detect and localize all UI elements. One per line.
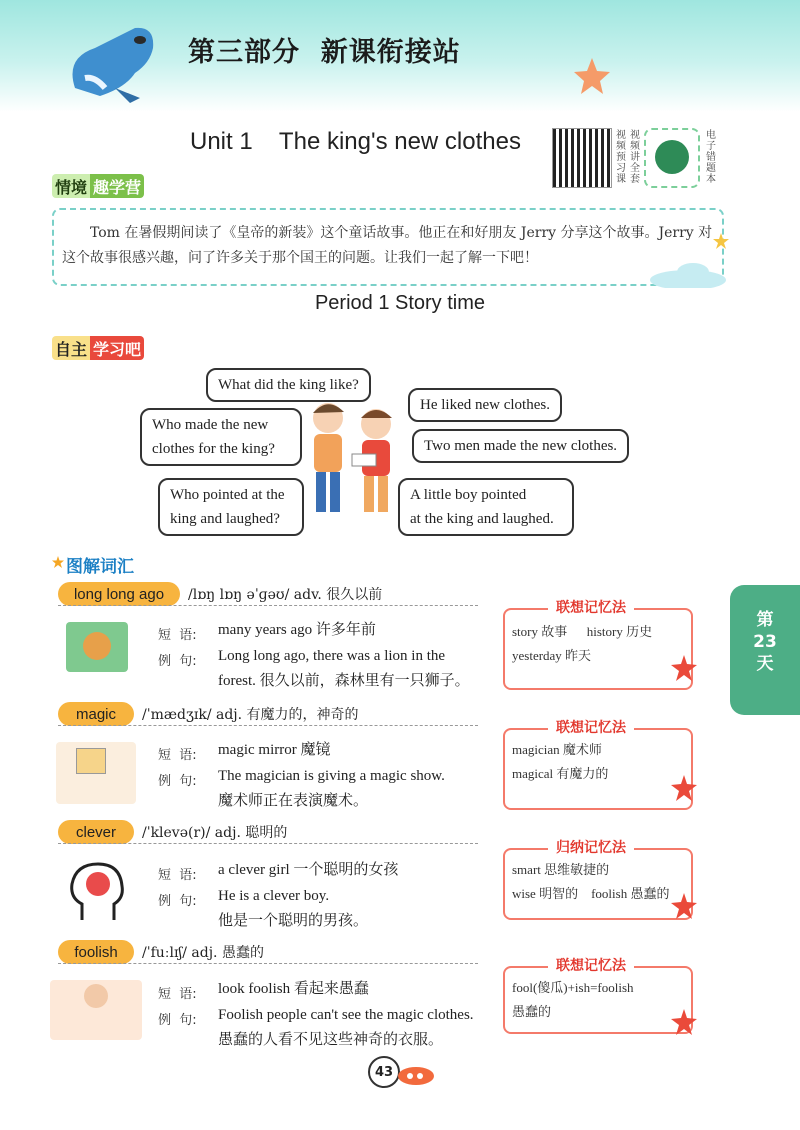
bubble-text: Who made the new xyxy=(152,417,269,433)
children-illustration xyxy=(302,398,402,528)
example-text: The magician is giving a magic show. xyxy=(218,768,445,784)
tag-part: 情境 xyxy=(52,174,90,198)
bubble-text: Two men made the new clothes. xyxy=(424,438,618,454)
speech-bubble xyxy=(408,388,562,422)
star-icon xyxy=(712,232,730,250)
memory-text: wise 明智的 foolish 愚蠢的 xyxy=(512,886,670,901)
phrase-text: magic mirror 魔镜 xyxy=(218,742,331,758)
qr-label: 视频讲全套 xyxy=(630,130,640,185)
pronunciation: /ˈklevə(r)/ adj. 聪明的 xyxy=(142,825,288,841)
starfish-icon xyxy=(572,56,612,96)
starfish-icon xyxy=(670,654,698,682)
bubble-text: What did the king like? xyxy=(218,377,359,393)
divider xyxy=(58,843,478,844)
bubble-text: king and laughed? xyxy=(170,511,280,527)
speech-bubble xyxy=(206,368,371,402)
phrase-text: many years ago 许多年前 xyxy=(218,622,376,638)
period-title: Period 1 Story time xyxy=(314,292,486,314)
intro-text: Tom 在暑假期间读了《皇帝的新装》这个童话故事。他正在和好朋友 Jerry 分享这个故事。Jerry 对这个故事很感兴趣，问了许多关于那个国王的问题。让我们一起了解一下吧！ xyxy=(62,225,713,266)
qr-code[interactable] xyxy=(552,128,612,188)
memory-title: 联想记忆法 xyxy=(548,597,634,619)
word-pill: clever xyxy=(58,820,134,844)
starfish-icon xyxy=(670,774,698,802)
page-title: 第三部分 新课衔接站 xyxy=(188,37,461,68)
qr-label: 电子错题本 xyxy=(706,130,716,185)
brain-head-icon xyxy=(64,858,134,926)
section-tag-context xyxy=(52,174,144,198)
bubble-text: A little boy pointed xyxy=(410,487,527,503)
speech-bubble xyxy=(158,478,304,536)
speech-bubble xyxy=(140,408,302,466)
day-tab xyxy=(730,585,800,715)
bubble-text: He liked new clothes. xyxy=(420,397,550,413)
tag-part: 学习吧 xyxy=(90,336,144,360)
example-label: 例 句: xyxy=(158,1013,197,1028)
people-picture xyxy=(50,980,142,1040)
word-pill: magic xyxy=(58,702,134,726)
memory-title: 联想记忆法 xyxy=(548,955,634,977)
example-text: 他是一个聪明的男孩。 xyxy=(218,913,369,929)
memory-text: 愚蠢的 xyxy=(512,1004,552,1019)
bubble-text: Who pointed at the xyxy=(170,487,285,503)
phrase-label: 短 语: xyxy=(158,628,197,643)
example-text: 愚蠢的人看不见这些神奇的衣服。 xyxy=(218,1032,444,1048)
unit-title: Unit 1 The king's new clothes xyxy=(190,128,521,155)
memory-text: smart 思维敏捷的 xyxy=(512,862,610,877)
example-text: Long long ago, there was a lion in the xyxy=(218,648,446,664)
example-text: He is a clever boy. xyxy=(218,888,330,904)
word-pill: foolish xyxy=(58,940,134,964)
memory-title: 联想记忆法 xyxy=(548,717,634,739)
example-text: 魔术师正在表演魔术。 xyxy=(218,793,369,809)
speech-bubble xyxy=(398,478,574,536)
cloud-decoration xyxy=(648,262,728,288)
word-pill: long long ago xyxy=(58,582,180,606)
starfish-icon xyxy=(670,1008,698,1036)
qr-code[interactable] xyxy=(644,128,700,188)
memory-text: magician 魔术师 xyxy=(512,742,602,757)
example-label: 例 句: xyxy=(158,774,197,789)
page-number: 43 xyxy=(368,1056,400,1088)
seal-illustration xyxy=(55,18,165,108)
memory-text: magical 有魔力的 xyxy=(512,766,609,781)
bubble-text: at the king and laughed. xyxy=(410,511,554,527)
memory-title: 归纳记忆法 xyxy=(548,837,634,859)
tag-part: 趣学营 xyxy=(90,174,144,198)
memory-text: yesterday 昨天 xyxy=(512,648,592,663)
pronunciation: /ˈfuːlɪʃ/ adj. 愚蠢的 xyxy=(142,945,264,961)
speech-bubble xyxy=(412,429,629,463)
example-label: 例 句: xyxy=(158,654,197,669)
vocab-heading: 图解词汇 xyxy=(66,557,134,577)
tag-part: 自主 xyxy=(52,336,90,360)
lion-picture xyxy=(66,622,128,672)
qr-label: 视频预习课 xyxy=(616,130,626,185)
section-tag-study xyxy=(52,336,144,360)
phrase-text: a clever girl 一个聪明的女孩 xyxy=(218,862,399,878)
phrase-text: look foolish 看起来愚蠢 xyxy=(218,981,369,997)
divider xyxy=(58,725,478,726)
memory-text: fool(傻瓜)+ish=foolish xyxy=(512,980,634,995)
magician-picture xyxy=(56,742,136,804)
pronunciation: /ˈmædʒɪk/ adj. 有魔力的，神奇的 xyxy=(142,707,359,723)
day-tab-text: 天 xyxy=(756,654,774,674)
memory-text: story 故事 history 历史 xyxy=(512,624,653,639)
day-tab-text: 第 xyxy=(756,610,774,630)
pronunciation: /lɒŋ lɒŋ əˈɡəʊ/ adv. 很久以前 xyxy=(188,587,383,603)
phrase-label: 短 语: xyxy=(158,748,197,763)
bubble-text: clothes for the king? xyxy=(152,441,275,457)
divider xyxy=(58,605,478,606)
example-label: 例 句: xyxy=(158,894,197,909)
day-tab-text: 23 xyxy=(753,632,777,652)
starfish-icon xyxy=(670,892,698,920)
example-text: forest. 很久以前，森林里有一只狮子。 xyxy=(218,673,470,689)
phrase-label: 短 语: xyxy=(158,868,197,883)
example-text: Foolish people can't see the magic clothes. xyxy=(218,1007,474,1023)
phrase-label: 短 语: xyxy=(158,987,197,1002)
divider xyxy=(58,963,478,964)
star-icon xyxy=(52,556,64,568)
submarine-icon xyxy=(396,1064,436,1086)
